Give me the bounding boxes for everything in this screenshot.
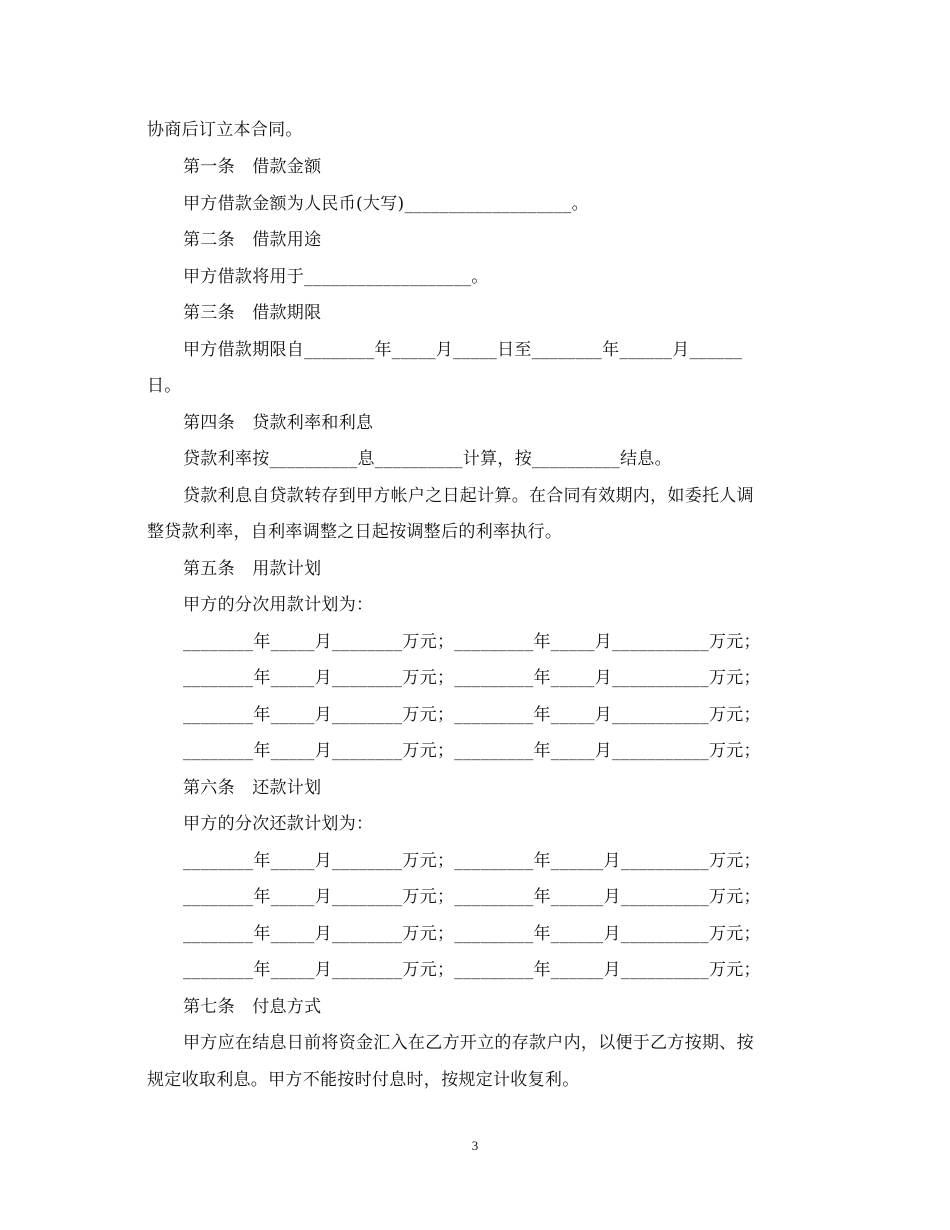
page-number: 3 [471, 1138, 479, 1153]
article-2-heading: 第二条 借款用途 [183, 230, 322, 250]
article-6-heading: 第六条 还款计划 [183, 778, 322, 798]
article-3-body: 甲方借款期限自________年_____月_____日至________年______月______ [183, 340, 743, 360]
article-7-body: 甲方应在结息日前将资金汇入在乙方开立的存款户内，以便于乙方按期、按 [183, 1033, 754, 1053]
article-3-heading: 第三条 借款期限 [183, 303, 322, 323]
article-6-intro: 甲方的分次还款计划为： [183, 814, 374, 834]
article-7-heading: 第七条 付息方式 [183, 997, 322, 1017]
repayment-plan-row: ________年_____月________万元；_________年______月__________万元； [183, 851, 761, 871]
article-4-body-2-cont: 整贷款利率，自利率调整之日起按调整后的利率执行。 [147, 522, 563, 542]
article-5-heading: 第五条 用款计划 [183, 559, 322, 579]
repayment-plan-row: ________年_____月________万元；_________年______月__________万元； [183, 887, 761, 907]
article-4-heading: 第四条 贷款利率和利息 [183, 413, 374, 433]
usage-plan-row: ________年_____月________万元；_________年_____月___________万元； [183, 668, 761, 688]
usage-plan-row: ________年_____月________万元；_________年_____月___________万元； [183, 632, 761, 652]
article-7-body-cont: 规定收取利息。甲方不能按时付息时，按规定计收复利。 [147, 1070, 580, 1090]
repayment-plan-row: ________年_____月________万元；_________年______月__________万元； [183, 960, 761, 980]
repayment-plan-row: ________年_____月________万元；_________年______月__________万元； [183, 924, 761, 944]
article-3-body-cont: 日。 [147, 376, 182, 396]
usage-plan-row: ________年_____月________万元；_________年_____月___________万元； [183, 705, 761, 725]
paragraph-continuation: 协商后订立本合同。 [147, 120, 303, 140]
usage-plan-row: ________年_____月________万元；_________年_____月___________万元； [183, 741, 761, 761]
article-4-body-1: 贷款利率按__________息__________计算，按__________结息。 [183, 449, 672, 469]
article-2-body: 甲方借款将用于___________________。 [183, 267, 489, 287]
article-1-heading: 第一条 借款金额 [183, 157, 322, 177]
article-5-intro: 甲方的分次用款计划为： [183, 595, 374, 615]
article-1-body: 甲方借款金额为人民币(大写)___________________。 [183, 194, 589, 214]
article-4-body-2: 贷款利息自贷款转存到甲方帐户之日起计算。在合同有效期内，如委托人调 [183, 486, 754, 506]
